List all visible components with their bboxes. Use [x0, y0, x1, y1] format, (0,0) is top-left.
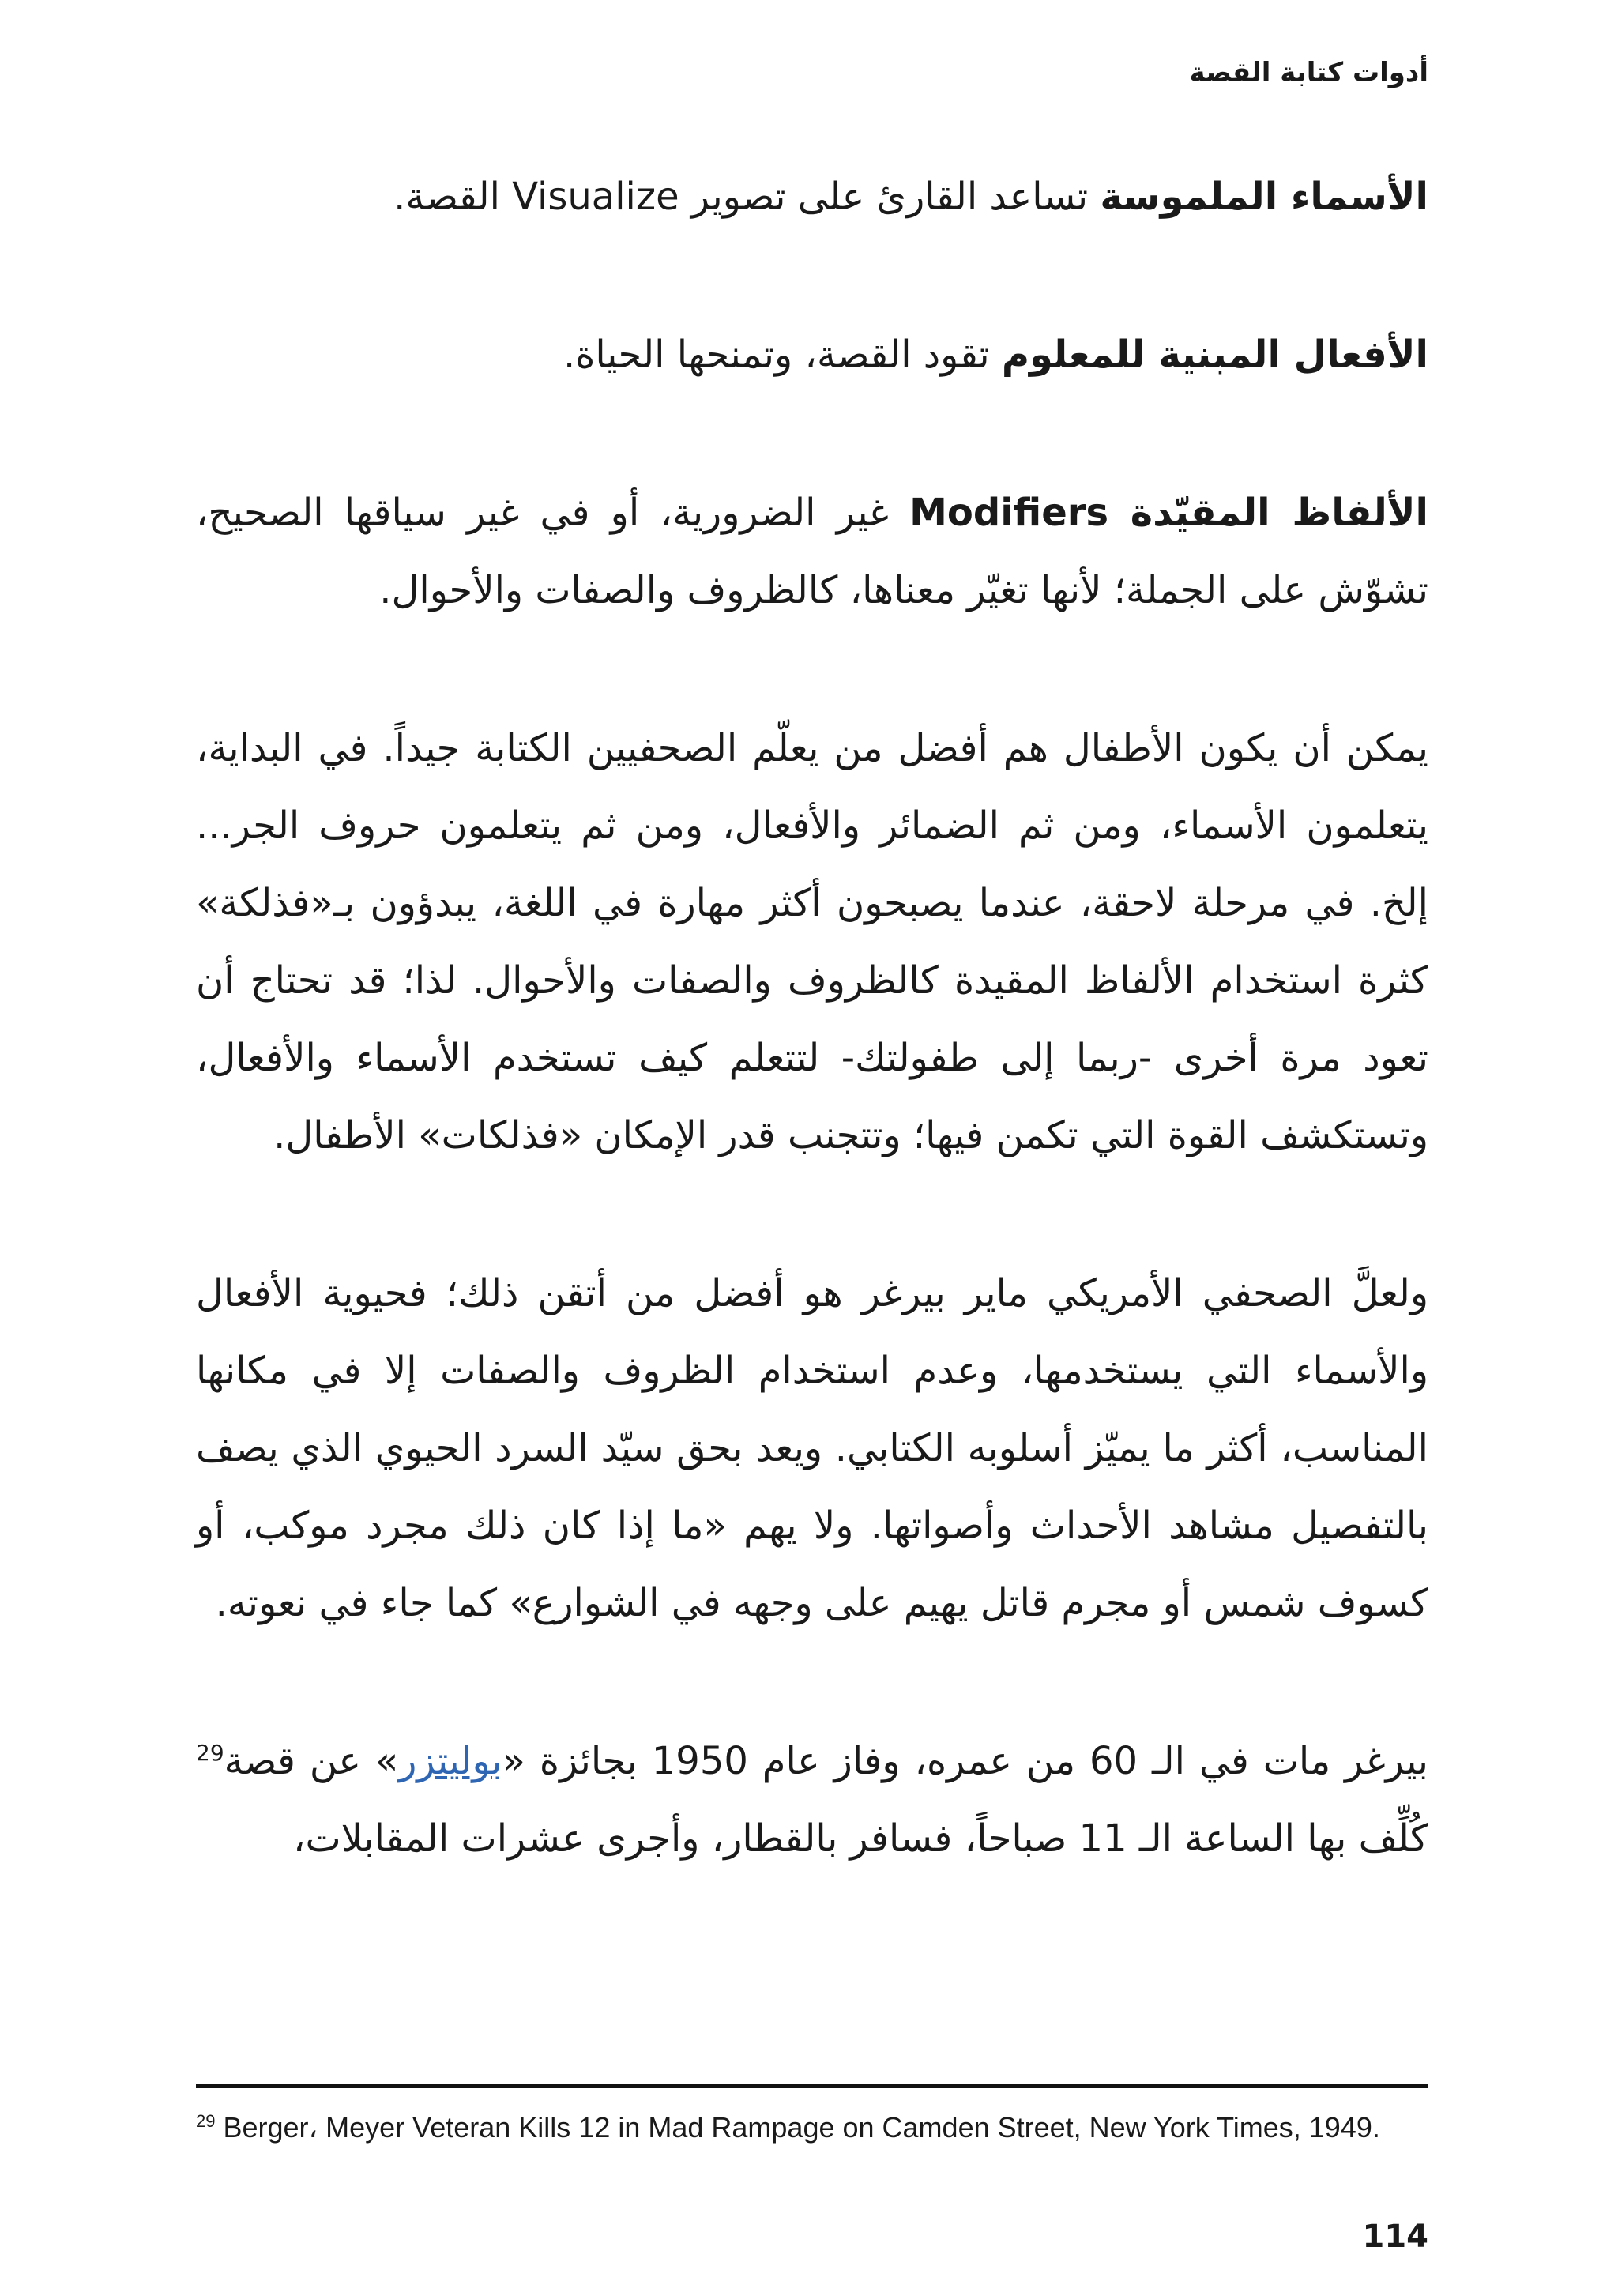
- page-number: 114: [1362, 2219, 1428, 2255]
- term-active-verbs: الأفعال المبنية للمعلوم: [1001, 333, 1428, 377]
- paragraph-concrete-nouns: [196, 158, 1428, 235]
- paragraph-text: تساعد القارئ على تصوير Visualize القصة.: [393, 175, 1101, 219]
- paragraph-text: تقود القصة، وتمنحها الحياة.: [563, 333, 1002, 377]
- paragraph-active-verbs: [196, 316, 1428, 393]
- paragraph-text: غير الضرورية، أو في غير سياقها الصحيح، تشوّش على الجملة؛ لأنها تغيّر معناها، كالظروف والصفات والأحوال.: [196, 491, 1428, 612]
- paragraph-modifiers: [196, 474, 1428, 629]
- paragraph-text-before-link: بيرغر مات في الـ 60 من عمره، وفاز عام 1950 بجائزة «: [502, 1739, 1429, 1783]
- footnote: [196, 2108, 1428, 2147]
- footnote-reference[interactable]: 29: [196, 1740, 224, 1766]
- body-text: [196, 158, 1428, 1877]
- term-concrete-nouns: الأسماء الملموسة: [1100, 175, 1428, 219]
- footnote-divider: [196, 2084, 1428, 2088]
- footnote-number: 29: [196, 2111, 216, 2131]
- pulitzer-link[interactable]: بوليتزر: [398, 1739, 502, 1783]
- paragraph-text-after-link: » عن قصة: [224, 1739, 399, 1783]
- paragraph-text-rest: كُلِّف بها الساعة الـ 11 صباحاً، فسافر بالقطار، وأجرى عشرات المقابلات،: [292, 1816, 1428, 1861]
- paragraph-text: ولعلَّ الصحفي الأمريكي ماير بيرغر هو أفضل من أتقن ذلك؛ فحيوية الأفعال والأسماء التي يستخدمها، وعدم استخدام الظروف والصفات إلا في مكانها المناسب، أكثر ما يميّز أسلوبه الكتابي. ويعد بحق سيّد السرد الحيوي الذي يصف بالتفصيل مشاهد الأحداث وأصواتها. ولا يهم «ما إذا كان ذلك مجرد موكب، أو كسوف شمس أو مجرم قاتل يهيم على وجهه في الشوارع» كما جاء في نعوته.: [196, 1271, 1428, 1625]
- paragraph-pulitzer: [196, 1722, 1428, 1877]
- footnote-text: Berger، Meyer Veteran Kills 12 in Mad Rampage on Camden Street, New York Times, 1949.: [215, 2111, 1380, 2144]
- paragraph-text: يمكن أن يكون الأطفال هم أفضل من يعلّم الصحفيين الكتابة جيداً. في البداية، يتعلمون الأسماء، ومن ثم الضمائر والأفعال، ومن ثم يتعلمون حروف الجر... إلخ. في مرحلة لاحقة، عندما يصبحون أكثر مهارة في اللغة، يبدؤون بـ«فذلكة» كثرة استخدام الألفاظ المقيدة كالظروف والصفات والأحوال. لذا؛ قد تحتاج أن تعود مرة أخرى -ربما إلى طفولتك- لتتعلم كيف تستخدم الأسماء والأفعال، وتستكشف القوة التي تكمن فيها؛ وتتجنب قدر الإمكان «فذلكات» الأطفال.: [196, 726, 1428, 1157]
- term-modifiers: الألفاظ المقيّدة Modifiers: [909, 491, 1429, 535]
- running-head-title: أدوات كتابة القصة: [1189, 57, 1428, 88]
- paragraph-children-writing: [196, 710, 1428, 1174]
- paragraph-meyer-berger: [196, 1255, 1428, 1642]
